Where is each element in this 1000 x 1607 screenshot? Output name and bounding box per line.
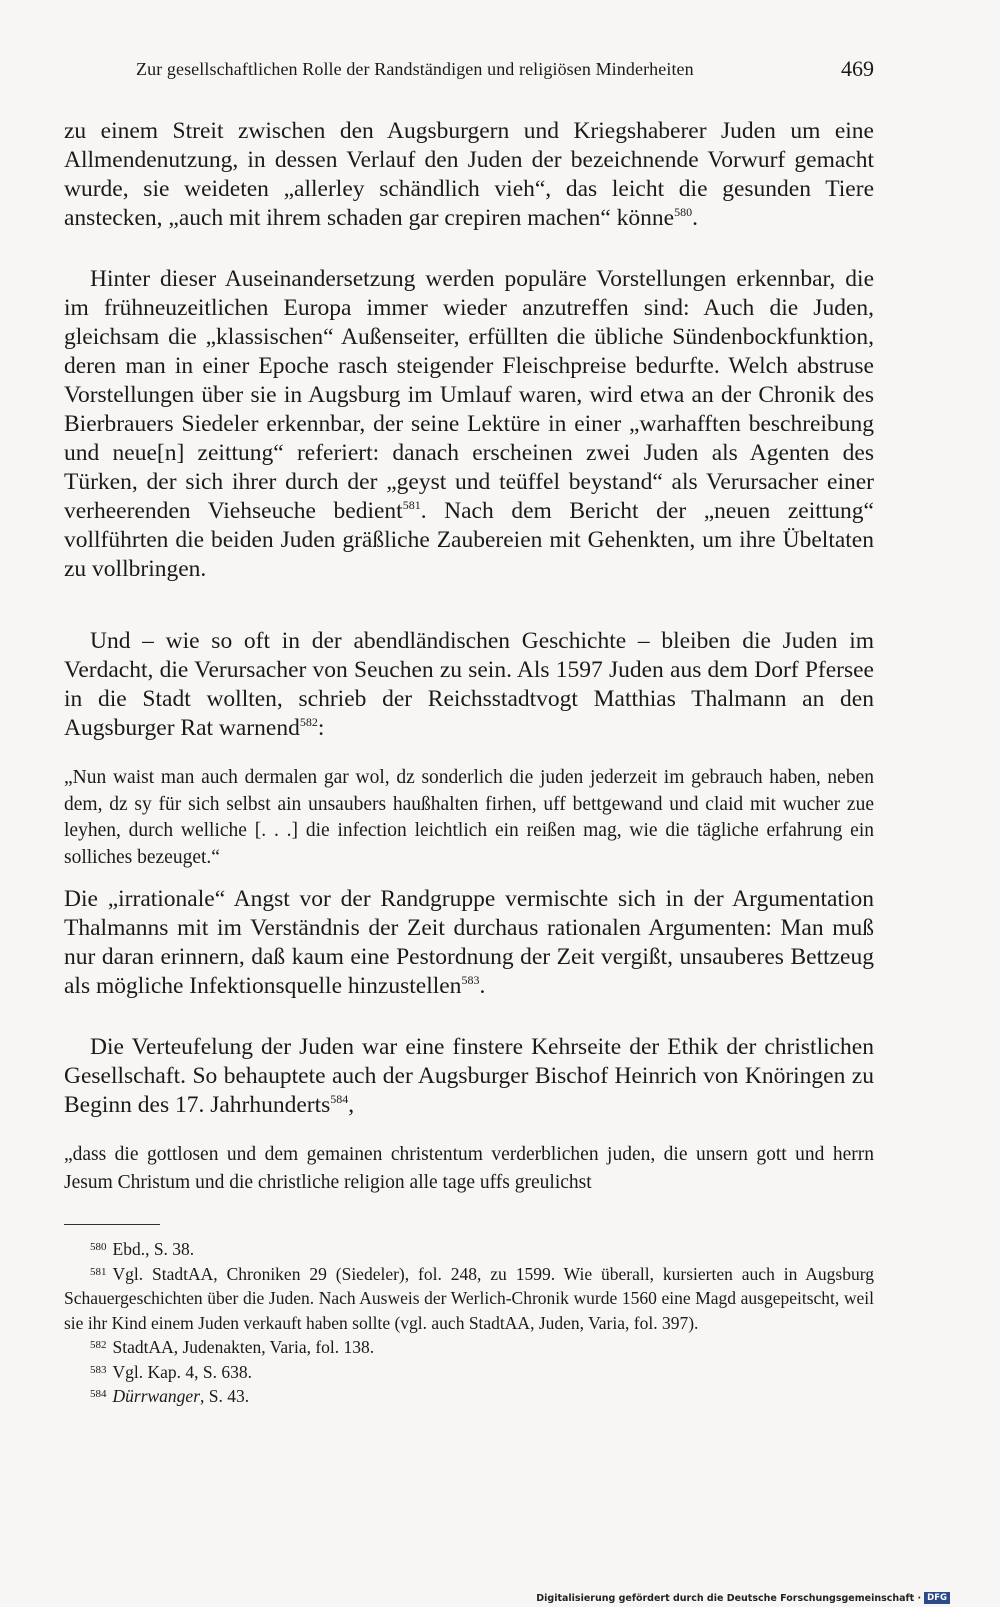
footnote-text: Ebd., S. 38.: [112, 1239, 195, 1259]
paragraph-4: [64, 885, 874, 1001]
paragraph-text: . Nach dem Bericht der „neuen zeittung“ vollführten die beiden Juden gräßliche Zaubereien mit Gehenkten, um ihre Übeltaten zu vollbringen.: [64, 498, 874, 582]
footnote-number: 584: [90, 1388, 107, 1400]
footnote-582: [64, 1335, 874, 1360]
paragraph-text: zu einem Streit zwischen den Augsburgern und Kriegshaberer Juden um eine Allmendenutzung, in dessen Verlauf den Juden der bezeichnende Vorwurf gemacht wurde, sie weideten „allerley schändlich vieh“, das leicht die gesunden Tiere anstecken, „auch mit ihrem schaden gar crepiren machen“ könne: [64, 118, 874, 231]
footnote-number: 583: [90, 1363, 107, 1376]
dfg-logo-icon: DFG: [924, 1592, 950, 1604]
paragraph-1: [64, 117, 874, 233]
footnote-reference[interactable]: 581: [402, 498, 421, 512]
footnote-text: Vgl. StadtAA, Chroniken 29 (Siedeler), fol. 248, zu 1599. Wie überall, kursierten auch in Augsburg Schauergeschichten über die Juden. Nach Ausweis der Werlich-Chronik wurde 1560 eine Magd ausgepeitscht, weil sie ihr Kind einem Juden verkauft haben sollte (vgl. auch StadtAA, Juden, Varia, fol. 397).: [64, 1263, 874, 1333]
footnote-reference[interactable]: 583: [461, 973, 480, 987]
paragraph-text: Die „irrationale“ Angst vor der Randgruppe vermischte sich in der Argumentation Thalmanns mit im Verständnis der Zeit durchaus rationalen Argumenten: Man muß nur daran erinnern, daß kaum eine Pestordnung der Zeit vergißt, unsauberes Bettzeug als mögliche Infektionsquelle hinzustellen: [64, 886, 874, 999]
paragraph-text: Hinter dieser Auseinandersetzung werden populäre Vorstellungen erkennbar, die im frühneuzeitlichen Europa immer wieder anzutreffen sind: Auch die Juden, gleichsam die „klassischen“ Außenseiter, erfüllten die übliche Sündenbockfunktion, deren man in einer Epoche rasch steigender Fleischpreise bedurfte. Welch abstruse Vorstellungen über sie in Augsburg im Umlauf waren, wird etwa an der Chronik des Bierbrauers Siedeler erkennbar, der seine Lektüre in einer „warhafften beschreibung und neue[n] zeittung“ referiert: danach erscheinen zwei Juden als Agenten des Türken, der sich ihrer durch der „geyst und teüffel beystand“ als Verursacher einer verheerenden Viehseuche bedient: [64, 266, 874, 524]
footnote-583: [64, 1360, 874, 1385]
footnote-581: [64, 1262, 874, 1336]
footnote-text: , S. 43.: [200, 1386, 250, 1406]
footnote-reference[interactable]: 580: [674, 205, 693, 219]
footnote-580: [64, 1237, 874, 1262]
page-number: 469: [841, 56, 874, 81]
footnote-number: 580: [90, 1241, 107, 1253]
running-head: Zur gesellschaftlichen Rolle der Randständigen und religiösen Minderheiten: [136, 59, 694, 79]
paragraph-text: Und – wie so oft in der abendländischen Geschichte – bleiben die Juden im Verdacht, die Verursacher von Seuchen zu sein. Als 1597 Juden aus dem Dorf Pfersee in die Stadt wollten, schrieb der Reichsstadtvogt Matthias Thalmann an den Augsburger Rat warnend: [64, 628, 874, 741]
footnote-584: [64, 1384, 874, 1409]
paragraph-text: .: [479, 973, 486, 999]
footnote-number: 581: [90, 1265, 107, 1278]
footnote-reference[interactable]: 582: [299, 715, 318, 729]
paragraph-5: [64, 1033, 874, 1120]
paragraph-text: .: [692, 205, 698, 231]
footnotes: [64, 1237, 874, 1409]
footnote-text: Vgl. Kap. 4, S. 638.: [112, 1361, 253, 1382]
block-quote-2: „dass die gottlosen und dem gemainen christentum verderblichen juden, die unsern gott und herrn Jesum Christum und die christliche religion alle tage uffs greulichst: [64, 1144, 874, 1193]
paragraph-text: ,: [348, 1092, 355, 1118]
digitization-credit-text: Digitalisierung gefördert durch die Deutsche Forschungsgemeinschaft ·: [536, 1592, 922, 1604]
paragraph-3: [64, 627, 874, 743]
footnote-reference[interactable]: 584: [330, 1092, 349, 1106]
paragraph-2: [64, 265, 874, 584]
digitization-credit: [536, 1592, 950, 1604]
footnote-divider: [64, 1224, 160, 1225]
block-quote-1: „Nun waist man auch dermalen gar wol, dz sonderlich die juden jederzeit im gebrauch haben, neben dem, dz sy für sich selbst ain unsaubers haußhalten firhen, uff bettgewand und claid mit wucher zue leyhen, durch welliche [. . .] die infection leichtlich ein reißen mag, wie die tägliche erfahrung ein solliches bezeuget.“: [64, 767, 874, 868]
footnote-text: StadtAA, Judenakten, Varia, fol. 138.: [112, 1337, 375, 1357]
footnote-number: 582: [90, 1339, 107, 1351]
paragraph-text: :: [317, 715, 325, 741]
page-header: [64, 56, 874, 90]
paragraph-text: Die Verteufelung der Juden war eine finstere Kehrseite der Ethik der christlichen Gesellschaft. So behauptete auch der Augsburger Bischof Heinrich von Knöringen zu Beginn des 17. Jahrhunderts: [64, 1034, 874, 1118]
footnote-author: Dürrwanger: [112, 1386, 201, 1406]
